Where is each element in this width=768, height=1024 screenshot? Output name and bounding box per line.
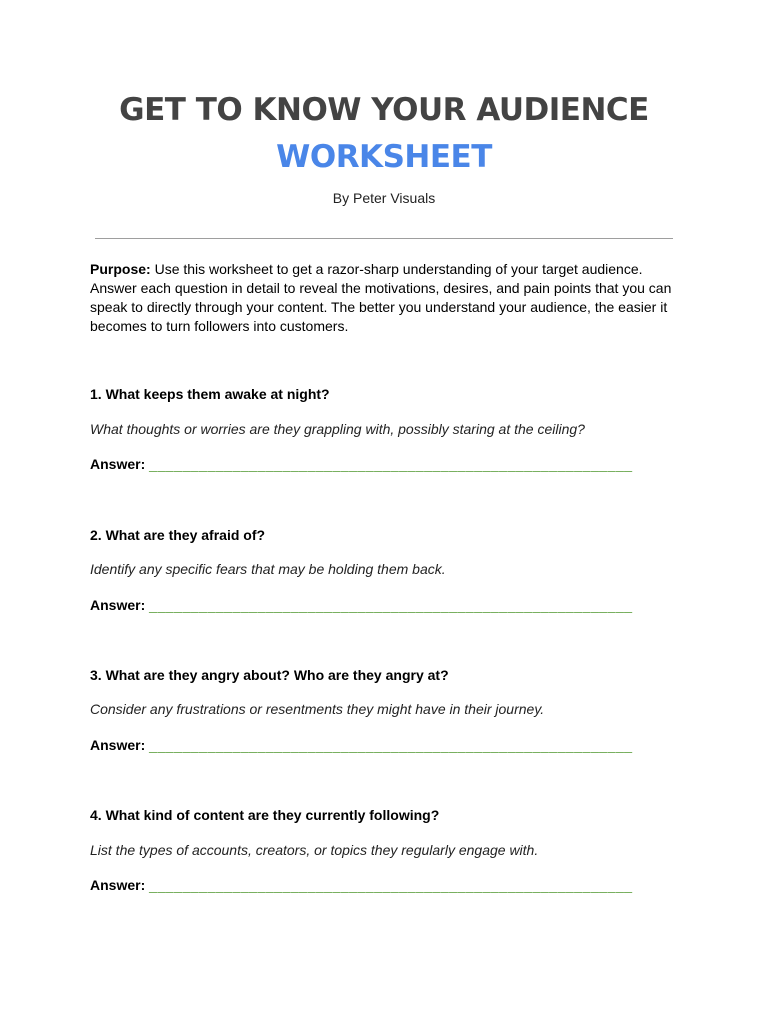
question-1-hint: What thoughts or worries are they grappling with, possibly staring at the ceiling?: [90, 421, 585, 437]
question-3-answer-label: Answer:: [90, 737, 146, 753]
question-2-title: 2. What are they afraid of?: [90, 527, 266, 543]
question-4-answer-line[interactable]: __________________________________________________________: [149, 877, 633, 893]
question-2-answer[interactable]: [90, 597, 690, 613]
question-2-answer-line[interactable]: __________________________________________________________: [149, 597, 633, 613]
question-2-answer-label: Answer:: [90, 597, 146, 613]
worksheet-subtitle: WORKSHEET: [276, 139, 492, 175]
worksheet-title: GET TO KNOW YOUR AUDIENCE: [119, 92, 649, 128]
question-1-answer-label: Answer:: [90, 456, 146, 472]
question-4-answer-label: Answer:: [90, 877, 146, 893]
question-3-answer-line[interactable]: __________________________________________________________: [149, 737, 633, 753]
question-3-hint: Consider any frustrations or resentments they might have in their journey.: [90, 701, 545, 717]
question-4-title: 4. What kind of content are they currently following?: [90, 807, 440, 823]
question-3-answer[interactable]: [90, 737, 690, 753]
question-1-answer-line[interactable]: __________________________________________________________: [149, 456, 633, 472]
purpose-paragraph: [90, 260, 680, 336]
question-3-title: 3. What are they angry about? Who are they angry at?: [90, 667, 449, 683]
question-4-hint: List the types of accounts, creators, or topics they regularly engage with.: [90, 842, 539, 858]
author-byline: By Peter Visuals: [332, 190, 436, 206]
question-2-hint: Identify any specific fears that may be holding them back.: [90, 561, 446, 577]
question-1-title: 1. What keeps them awake at night?: [90, 386, 330, 402]
purpose-label: Purpose:: [90, 261, 151, 277]
question-4-answer[interactable]: [90, 877, 690, 893]
purpose-text: Use this worksheet to get a razor-sharp understanding of your target audience. Answer each question in detail to reveal the motivations, desires, and pain points that you can speak to directly through your content. The better you understand your audience, the easier it becomes to turn followers into customers.: [90, 261, 672, 334]
question-1-answer[interactable]: [90, 456, 690, 472]
header-divider: [95, 238, 673, 239]
